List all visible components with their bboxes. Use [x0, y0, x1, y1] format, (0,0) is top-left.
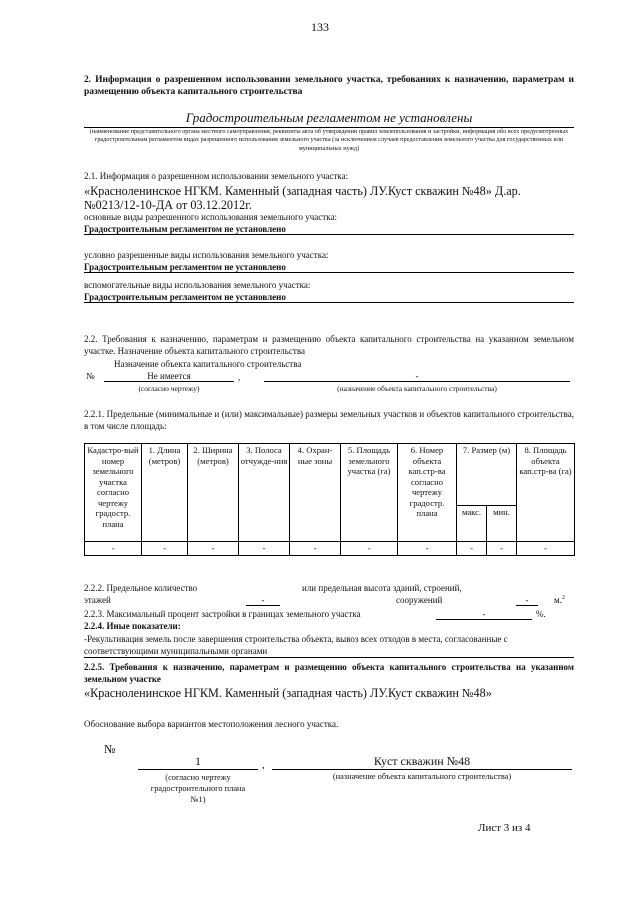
table-cell: - [142, 542, 188, 556]
s225-label: 2.2.5. Требования к назначению, параметрам и размещению объекта капитального строительства на указанном земельном участке [84, 662, 574, 684]
basic-label: основные виды разрешенного использования земельного участка: [84, 212, 337, 222]
table-cell: - [517, 542, 575, 556]
col-zones-header: 4. Охран-ные зоны [290, 444, 341, 542]
bottom-purpose: Куст скважин №48 [272, 754, 572, 770]
col-length-header: 1. Длина (метров) [142, 444, 188, 542]
s22-comma: , [238, 372, 241, 382]
s22-sub: Назначение объекта капитального строительства [114, 359, 302, 369]
bottom-no-value: 1 [138, 754, 258, 770]
s21-place: «Красноленинское НГКМ. Каменный (западная часть) ЛУ.Куст скважин №48» Д.ар. №0213/12-10-ДА от 03.12.2012г. [84, 184, 521, 212]
col-cadastral-header: Кадастро-вый номер земельного участка согласно чертежу градостр. плана [85, 444, 142, 542]
page-number: 133 [311, 20, 329, 34]
s22-purpose: - [264, 371, 570, 382]
basic-value: Градостроительным регламентом не установлено [84, 224, 574, 235]
s22-no-label: № [86, 371, 95, 381]
s222-floors-label: этажей [84, 595, 111, 605]
s222-label: 2.2.2. Предельное количество [84, 583, 198, 593]
table-cell: - [85, 542, 142, 556]
gradostr-title: Градостроительным регламентом не установлены [84, 110, 574, 128]
s222-unit [554, 595, 565, 605]
table-cell: - [457, 542, 487, 556]
s22-caption-right: (назначение объекта капитального строительства) [337, 384, 497, 393]
s224-text: -Рекультивация земель после завершения строительства объекта, вывоз всех отходов в места, согласованные с соответствующими муниципальными органами [84, 633, 574, 658]
section-heading: 2. Информация о разрешенном использовании земельного участка, требованиях к назначению, параметрам и размещению объекта капитального строительства [84, 75, 574, 97]
table-cell: - [398, 542, 457, 556]
s224-label: 2.2.4. Иные показатели: [84, 621, 181, 631]
bottom-caption-left: (согласно чертежу градостроительного плана №1) [150, 773, 246, 804]
auxiliary-value: Градостроительным регламентом не установлено [84, 292, 574, 303]
sheet-footer: Лист 3 из 4 [478, 822, 531, 834]
s225-place: «Красноленинское НГКМ. Каменный (западная часть) ЛУ.Куст скважин №48» [84, 686, 492, 700]
s221-text: 2.2.1. Предельные (минимальные и (или) максимальные) размеры земельных участков и объектов капитального строительства, в том числе площадь: [84, 409, 574, 431]
col-size-header: 7. Размер (м) [457, 444, 517, 506]
col-width-header: 2. Ширина (метров) [188, 444, 239, 542]
col-strip-header: 3. Полоса отчужде-ния [239, 444, 290, 542]
table-cell: - [188, 542, 239, 556]
table-cell: - [487, 542, 517, 556]
s22-text: 2.2. Требования к назначению, параметрам и размещению объекта капитального строительства на указанном земельном участке. Назначение объекта капитального строительства [84, 334, 574, 356]
s223-unit: %. [536, 609, 546, 619]
s222-floors-value: - [246, 595, 280, 606]
bottom-caption-right: (назначение объекта капитального строительства) [332, 772, 512, 781]
s222-struct-label: сооружений [396, 595, 443, 605]
table-cell: - [290, 542, 341, 556]
auxiliary-label: вспомогательные виды использования земельного участка: [84, 280, 311, 290]
parameters-table [84, 443, 575, 556]
col-size-max: макс. [457, 506, 487, 542]
s223-label: 2.2.3. Максимальный процент застройки в границах земельного участка [84, 609, 361, 619]
justification-text: Обоснование выбора вариантов местоположения лесного участка. [84, 719, 339, 729]
bottom-comma: , [262, 759, 265, 771]
table-cell: - [239, 542, 290, 556]
s222-unit-text: м. [554, 595, 562, 605]
col-area-header: 5. Площадь земельного участка (га) [341, 444, 398, 542]
s21-lead: 2.1. Информация о разрешенном использовании земельного участка: [84, 171, 349, 181]
table-cell: - [341, 542, 398, 556]
s22-no-value: Не имеется [104, 371, 234, 382]
s222-unit-sup: 2 [561, 595, 565, 601]
col-size-min: мин. [487, 506, 517, 542]
col-object-header: 6. Номер объекта кап.стр-ва согласно чертежу градостр. плана [398, 444, 457, 542]
s222-mid: или предельная высота зданий, строений, [302, 583, 462, 593]
gradostr-note: (наименование представительного органа местного самоуправления, реквизиты акта об утверждении правил землепользования и застройки, информация обо всех предусмотренных градостроительным регламентом видах разрешенного использования земельного участка (за исключением случаев предоставления земельного участка для государственных или муниципальных нужд) [89, 128, 569, 152]
s223-value: - [436, 609, 532, 620]
s22-caption-left: (согласно чертежу) [138, 384, 200, 393]
conditional-value: Градостроительным регламентом не установлено [84, 262, 574, 273]
col-object-area-header: 8. Площадь объекта кап.стр-ва (га) [517, 444, 575, 542]
s222-struct-value: - [516, 595, 538, 606]
conditional-label: условно разрешенные виды использования земельного участка: [84, 250, 329, 260]
bottom-no-label: № [104, 742, 116, 756]
